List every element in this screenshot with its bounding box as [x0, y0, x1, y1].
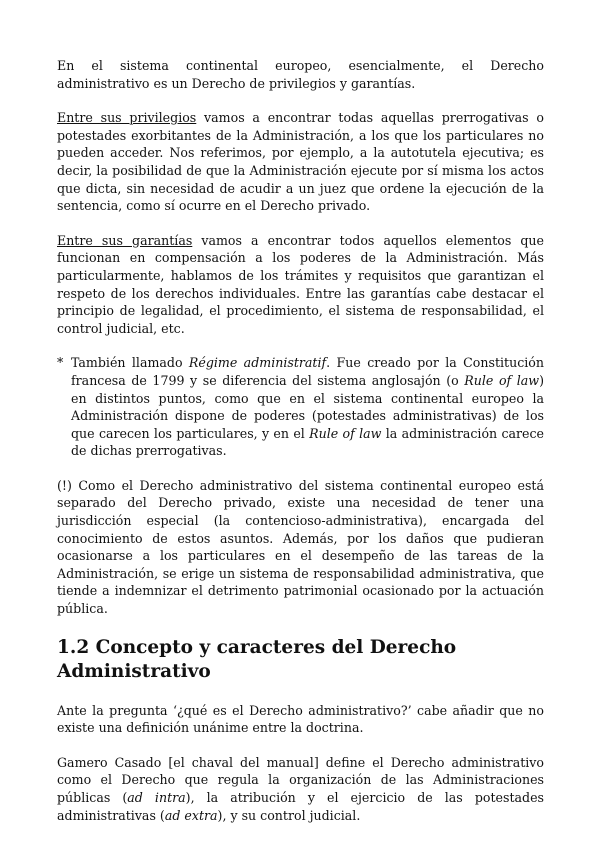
note-italic-2: Rule of law	[464, 372, 540, 388]
underlined-lead-garantias: Entre sus garantías	[57, 232, 193, 248]
asterisk-mark: *	[57, 355, 64, 371]
paragraph-intro-text: En el sistema continental europeo, esencialmente, el Derecho administrativo es un Derecho de privilegios y garantías.	[57, 58, 544, 91]
paragraph-privilegios	[57, 109, 544, 215]
underlined-lead-privilegios: Entre sus privilegios	[57, 110, 197, 126]
paragraph-garantias-text: vamos a encontrar todos aquellos elementos que funcionan en compensación a los poderes de la Administración. Más particularmente, hablamos de los trámites y requisitos que garantizan el respeto de los derechos individuales. Entre las garantías cabe destacar el principio de legalidad, el procedimiento, el sistema de responsabilidad, el control judicial, etc.	[57, 232, 544, 336]
note-text-1: También llamado	[71, 355, 189, 371]
paragraph-garantias	[57, 232, 544, 338]
paragraph-jurisdiccion	[57, 477, 544, 618]
gamero-italic-2: ad extra	[164, 807, 218, 823]
paragraph-definicion-text: Ante la pregunta ‘¿qué es el Derecho administrativo?’ cabe añadir que no existe una definición unánime entre la doctrina.	[57, 702, 544, 736]
paragraph-gamero-casado	[57, 754, 544, 824]
paragraph-definicion	[57, 702, 544, 737]
note-italic-1: Régime administratif	[188, 355, 327, 371]
gamero-text-2: ), la atribución y el ejercicio de las potestades administrativas (	[57, 790, 544, 823]
gamero-italic-1: ad intra	[127, 790, 186, 805]
paragraph-jurisdiccion-text: (!) Como el Derecho administrativo del sistema continental europeo está separado del Derecho privado, existe una necesidad de tener una jurisdicción especial (la contencioso-administrativa), encargada del conocimiento de estos asuntos. Además, por los daños que pudieran ocasionarse a los particulares en el desempeño de las tareas de la Administración, se erige un sistema de responsabilidad administrativa, que tiende a indemnizar el detrimento patrimonial ocasionado por la actuación pública.	[57, 477, 544, 617]
section-heading: 1.2 Concepto y caracteres del Derecho Administrativo	[57, 636, 457, 682]
note-text-2: . Fue creado por la Constitución francesa de 1799 y se diferencia del sistema anglosajón (o	[71, 355, 544, 388]
paragraph-privilegios-text: vamos a encontrar todas aquellas prerrogativas o potestades exorbitantes de la Administración, a los que los particulares no pueden acceder. Nos referimos, por ejemplo, a la autotutela ejecutiva; es decir, la posibilidad de que la Administración ejecute por sí misma los actos que dicta, sin necesidad de acudir a un juez que ordene la ejecución de la sentencia, como sí ocurre en el Derecho privado.	[57, 110, 544, 214]
note-text-3: ) en distintos puntos, como que en el sistema continental europeo la Administración dispone de poderes (potestades administrativas) de los que carecen los particulares, y en el	[71, 372, 544, 441]
paragraph-intro	[57, 57, 544, 92]
gamero-text-1: Gamero Casado [el chaval del manual] define el Derecho administrativo como el Derecho que regula la organización de las Administraciones públicas (	[57, 754, 544, 805]
note-text-4: la administración carece de dichas prerrogativas.	[71, 425, 545, 459]
document-page	[57, 57, 544, 841]
gamero-text-3: ), y su control judicial.	[217, 807, 361, 823]
note-italic-3: Rule of law	[309, 425, 382, 441]
footnote-regime-administratif	[57, 354, 544, 460]
